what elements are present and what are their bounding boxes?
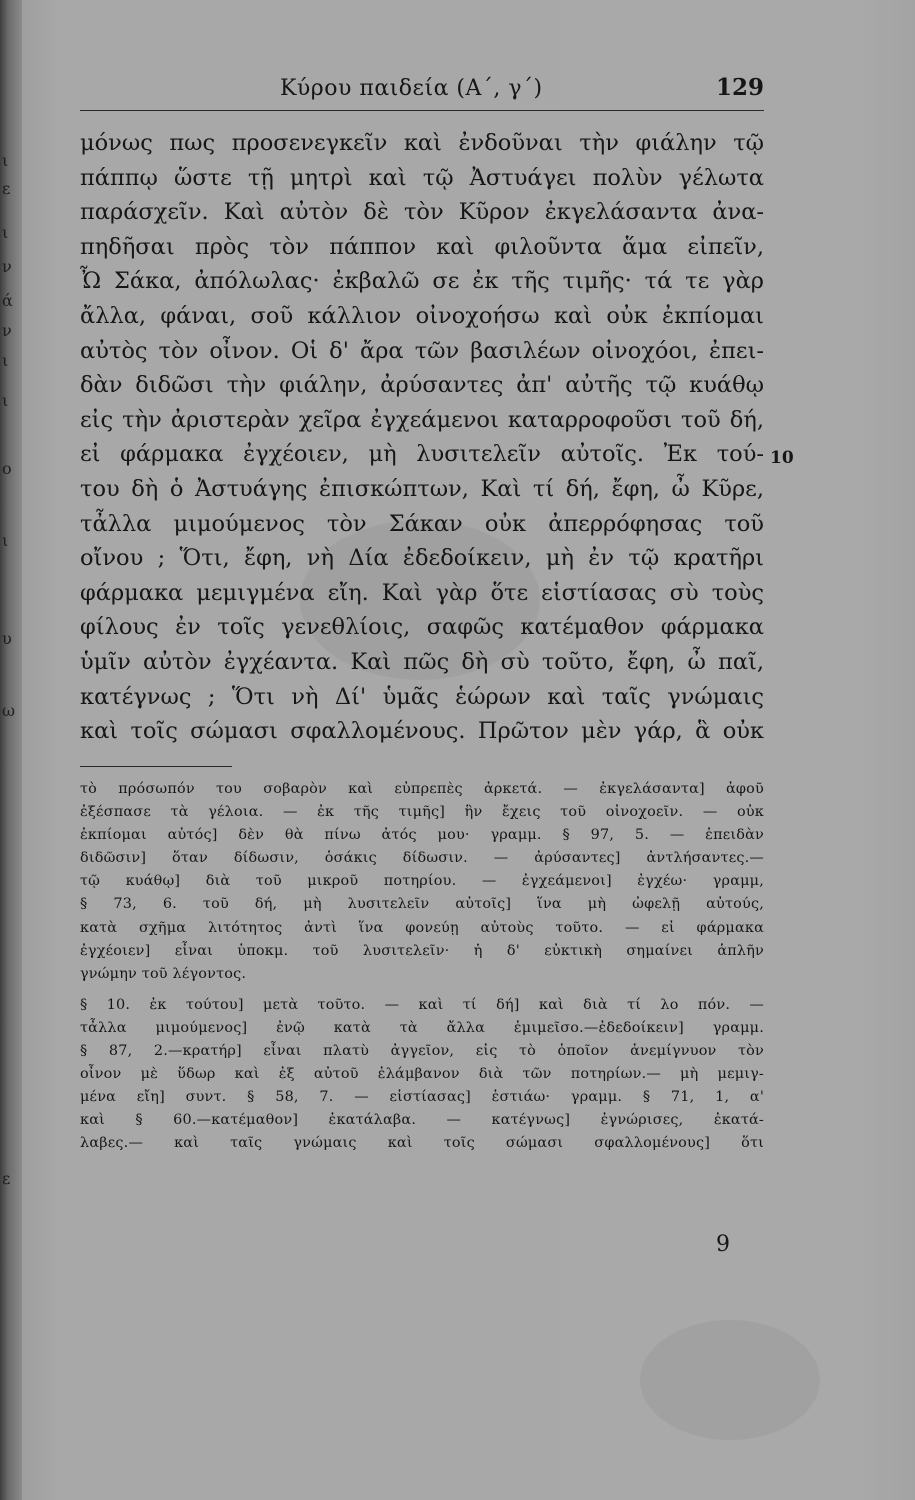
spine-fragment: ο: [2, 459, 12, 478]
text-line: φάρμακα μεμιγμένα εἴη. Καὶ γὰρ ὅτε εἱστίασας σὺ τοὺς: [80, 579, 764, 606]
text-line: Ὦ Σάκα, ἀπόλωλας· ἐκβαλῶ σε ἐκ τῆς τιμῆς· τά τε γὰρ: [80, 268, 764, 295]
spine-fragment: υ: [2, 629, 12, 648]
text-line: εἰς τὴν ἀριστερὰν χεῖρα ἐγχεάμενοι καταρροφοῦσι τοῦ δή,: [80, 406, 764, 433]
note-line: γνώμην τοῦ λέγοντος.: [80, 965, 247, 982]
spine-fragment: ι: [2, 223, 9, 242]
text-line: ἄλλα, φάναι, σοῦ κάλλιον οἰνοχοήσω καὶ οὐκ ἐκπίομαι: [80, 302, 764, 329]
note-line: καὶ § 60.—κατέμαθον] ἐκατάλαβα. — κατέγνως] ἐγνώρισες, ἐκατά-: [80, 1112, 764, 1129]
note-line: ἐκπίομαι αὐτός] δὲν θὰ πίνω ἀτός μου· γραμμ. § 97, 5. — ἐπειδὰν: [80, 827, 764, 844]
notes-paragraph-2: [80, 994, 764, 1156]
footnote-divider: [80, 766, 232, 767]
note-line: κατὰ σχῆμα λιτότητος ἀντὶ ἵνα φονεύῃ αὐτοὺς τοῦτο. — εἰ φάρμακα: [80, 919, 764, 936]
note-line: οἶνον μὲ ὕδωρ καὶ ἐξ αὐτοῦ ἐλάμβανον διὰ τῶν ποτηρίων.— μὴ μεμιγ-: [80, 1066, 764, 1083]
spine-fragment: ε: [2, 1169, 11, 1188]
page-number: 129: [715, 74, 764, 101]
spine-fragment: ν: [2, 321, 12, 340]
note-line: μένα εἴη] συντ. § 58, 7. — εἱστίασας] ἑστιάω· γραμμ. § 71, 1, α': [80, 1089, 764, 1106]
note-line: ἐξέσπασε τὰ γέλοια. — ἐκ τῆς τιμῆς] ἣν ἔχεις τοῦ οἰνοχοεῖν. — οὐκ: [80, 804, 764, 821]
page-spine-edge: [0, 0, 22, 1500]
text-line: του δὴ ὁ Ἀστυάγης ἐπισκώπτων, Καὶ τί δή, ἔφη, ὦ Κῦρε,: [80, 475, 764, 502]
note-line: ἐγχέοιεν] εἶναι ὑποκμ. τοῦ λυσιτελεῖν· ἡ δ' εὐκτικὴ σημαίνει ἁπλῆν: [80, 942, 764, 959]
spine-fragment: ι: [2, 151, 9, 170]
note-line: § 73, 6. τοῦ δή, μὴ λυσιτελεῖν αὐτοῖς] ἵνα μὴ ὠφελῇ αὐτούς,: [80, 896, 764, 913]
spine-fragment: ω: [2, 701, 16, 720]
text-line: φίλους ἐν τοῖς γενεθλίοις, σαφῶς κατέμαθον φάρμακα: [80, 614, 764, 641]
main-text-block: [80, 126, 764, 749]
spine-fragment: ά: [2, 291, 13, 310]
text-line: τἆλλα μιμούμενος τὸν Σάκαν οὐκ ἀπερρόφησας τοῦ: [80, 510, 764, 537]
paper-stain: [640, 1320, 820, 1440]
note-line: § 87, 2.—κρατήρ] εἶναι πλατὺ ἀγγεῖον, εἰς τὸ ὁποῖον ἀνεμίγνυον τὸν: [80, 1043, 764, 1060]
signature-mark: 9: [716, 1232, 730, 1257]
note-line: λαβες.— καὶ ταῖς γνώμαις καὶ τοῖς σώμασι σφαλλομένους] ὅτι: [80, 1135, 764, 1152]
text-line: αὐτὸς τὸν οἶνον. Οἱ δ' ἄρα τῶν βασιλέων οἰνοχόοι, ἐπει-: [80, 337, 764, 364]
notes-paragraph-1: [80, 778, 764, 986]
text-line: καὶ τοῖς σώμασι σφαλλομένους. Πρῶτον μὲν γάρ, ἃ οὐκ: [80, 718, 764, 745]
spine-fragment: ι: [2, 391, 9, 410]
note-line: διδῶσιν] ὅταν δίδωσιν, ὁσάκις δίδωσιν. — ἀρύσαντες] ἀντλήσαντες.—: [80, 850, 764, 867]
text-line: πάππῳ ὥστε τῇ μητρὶ καὶ τῷ Ἀστυάγει πολὺν γέλωτα: [80, 164, 764, 191]
spine-fragment: ι: [2, 351, 9, 370]
spine-fragment: ν: [2, 257, 12, 276]
note-line: τἆλλα μιμούμενος] ἐνῷ κατὰ τὰ ἄλλα ἐμιμεῖσο.—ἐδεδοίκειν] γραμμ.: [80, 1019, 764, 1036]
note-line: τὸ πρόσωπόν του σοβαρὸν καὶ εὐπρεπὲς ἀρκετά. — ἐκγελάσαντα] ἀφοῦ: [80, 781, 764, 797]
text-line: δὰν διδῶσι τὴν φιάλην, ἀρύσαντες ἀπ' αὐτῆς τῷ κυάθῳ: [80, 372, 764, 399]
note-line: τῷ κυάθῳ] διὰ τοῦ μικροῦ ποτηρίου. — ἐγχεάμενοι] ἐγχέω· γραμμ,: [80, 873, 764, 890]
running-title: Κύρου παιδεία (Α΄, γ΄): [280, 76, 543, 101]
note-line: § 10. ἐκ τούτου] μετὰ τοῦτο. — καὶ τί δή] καὶ διὰ τί λο πόν. —: [80, 996, 764, 1013]
spine-fragment: ι: [2, 531, 9, 550]
notes-gap: [80, 986, 764, 994]
page-header: [80, 74, 764, 111]
line-number-marker: 10: [770, 448, 794, 468]
text-line: πηδῆσαι πρὸς τὸν πάππον καὶ φιλοῦντα ἅμα εἰπεῖν,: [80, 233, 764, 260]
text-line: οἴνου ; Ὅτι, ἔφη, νὴ Δία ἐδεδοίκειν, μὴ ἐν τῷ κρατῆρι: [80, 545, 764, 572]
text-line: μόνως πως προσενεγκεῖν καὶ ἐνδοῦναι τὴν φιάλην τῷ: [80, 130, 764, 156]
text-line: ὑμῖν αὐτὸν ἐγχέαντα. Καὶ πῶς δὴ σὺ τοῦτο, ἔφη, ὦ παῖ,: [80, 648, 764, 675]
text-line: παράσχεῖν. Καὶ αὐτὸν δὲ τὸν Κῦρον ἐκγελάσαντα ἀνα-: [80, 199, 764, 226]
text-line: εἰ φάρμακα ἐγχέοιεν, μὴ λυσιτελεῖν αὐτοῖς. Ἐκ τού-: [80, 441, 764, 468]
commentary-notes: [80, 778, 764, 1156]
spine-fragment: ε: [2, 179, 11, 198]
text-line: κατέγνως ; Ὅτι νὴ Δί' ὑμᾶς ἑώρων καὶ ταῖς γνώμαις: [80, 683, 764, 710]
